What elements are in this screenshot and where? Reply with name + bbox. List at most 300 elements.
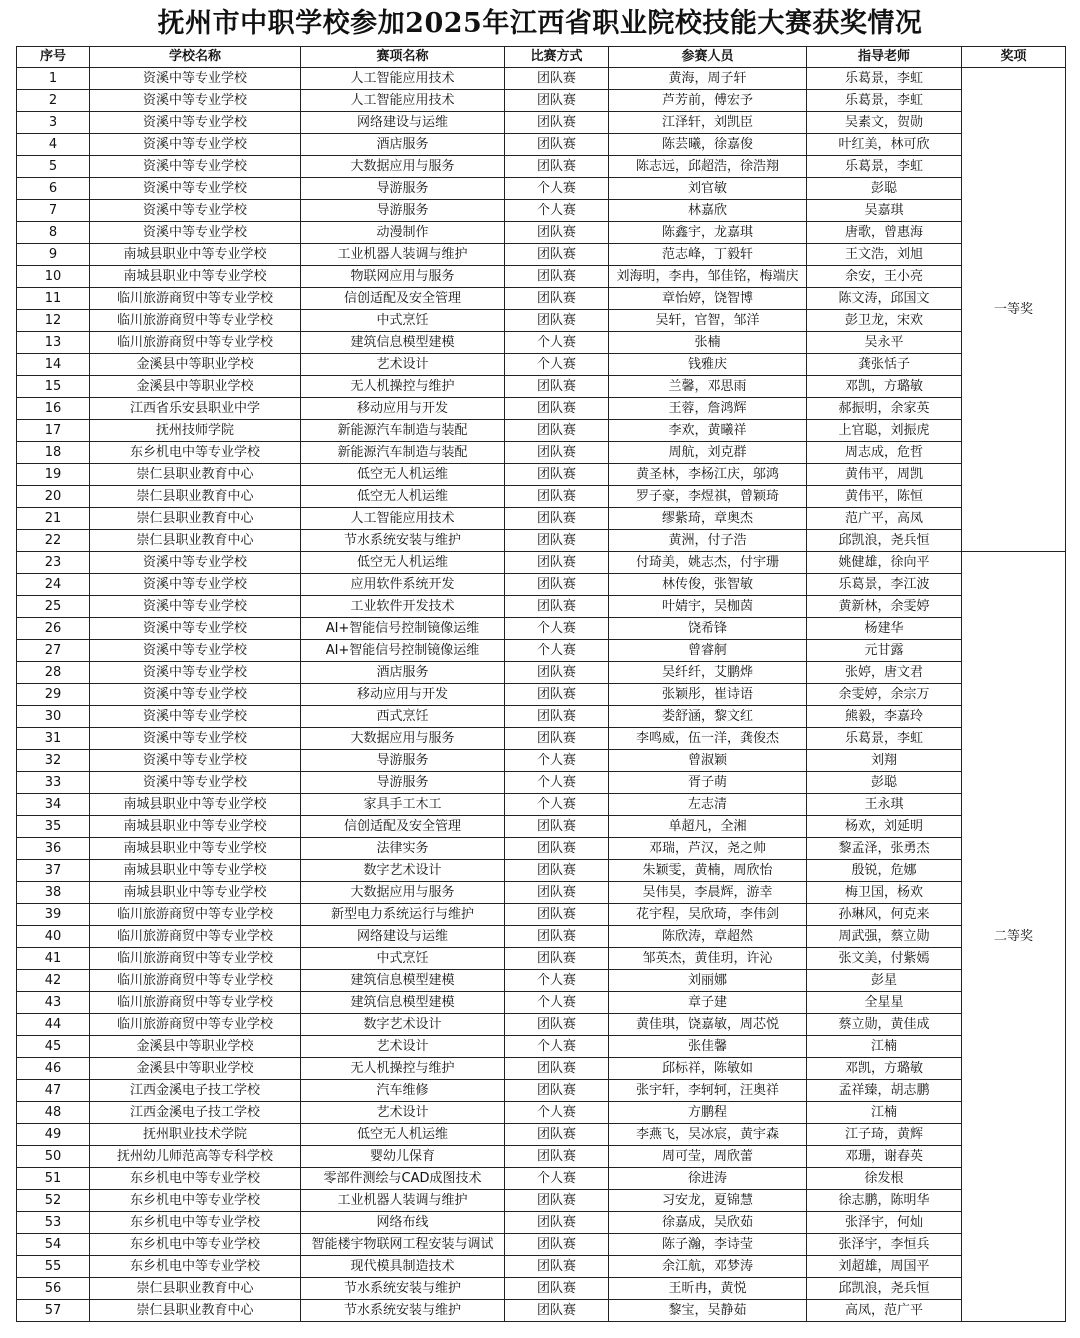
cell-format: 团队赛 xyxy=(505,376,609,398)
cell-advisors: 彭聪 xyxy=(807,772,962,794)
cell-participants: 吴伟昊，李晨辉，游幸 xyxy=(609,882,807,904)
cell-format: 个人赛 xyxy=(505,794,609,816)
cell-participants: 单超凡，全湘 xyxy=(609,816,807,838)
cell-school: 南城县职业中等专业学校 xyxy=(90,860,301,882)
cell-event: 法律实务 xyxy=(301,838,505,860)
table-row xyxy=(17,222,1066,244)
cell-format: 团队赛 xyxy=(505,684,609,706)
cell-no: 10 xyxy=(17,266,90,288)
cell-no: 37 xyxy=(17,860,90,882)
table-header-row xyxy=(17,47,1066,68)
cell-format: 个人赛 xyxy=(505,970,609,992)
cell-advisors: 梅卫国，杨欢 xyxy=(807,882,962,904)
header-event: 赛项名称 xyxy=(301,47,505,68)
cell-format: 团队赛 xyxy=(505,244,609,266)
cell-participants: 缪紫琦，章奥杰 xyxy=(609,508,807,530)
cell-event: 移动应用与开发 xyxy=(301,398,505,420)
cell-school: 崇仁县职业教育中心 xyxy=(90,1278,301,1300)
cell-format: 团队赛 xyxy=(505,1146,609,1168)
cell-no: 48 xyxy=(17,1102,90,1124)
header-format: 比赛方式 xyxy=(505,47,609,68)
cell-event: 低空无人机运维 xyxy=(301,552,505,574)
cell-no: 29 xyxy=(17,684,90,706)
cell-school: 临川旅游商贸中等专业学校 xyxy=(90,970,301,992)
cell-participants: 李燕飞，吴冰宸，黄宇森 xyxy=(609,1124,807,1146)
cell-no: 4 xyxy=(17,134,90,156)
cell-participants: 陈志远，邱超浩，徐浩翔 xyxy=(609,156,807,178)
cell-school: 资溪中等专业学校 xyxy=(90,772,301,794)
cell-school: 资溪中等专业学校 xyxy=(90,156,301,178)
cell-school: 资溪中等专业学校 xyxy=(90,112,301,134)
cell-advisors: 刘超雄，周国平 xyxy=(807,1256,962,1278)
cell-participants: 林传俊，张智敏 xyxy=(609,574,807,596)
cell-format: 团队赛 xyxy=(505,134,609,156)
cell-format: 个人赛 xyxy=(505,1168,609,1190)
cell-advisors: 陈文涛，邱国文 xyxy=(807,288,962,310)
cell-participants: 章怡婷，饶智博 xyxy=(609,288,807,310)
cell-school: 东乡机电中等专业学校 xyxy=(90,1234,301,1256)
table-row xyxy=(17,794,1066,816)
cell-participants: 邱标祥，陈敏如 xyxy=(609,1058,807,1080)
cell-school: 抚州职业技术学院 xyxy=(90,1124,301,1146)
cell-event: 中式烹饪 xyxy=(301,948,505,970)
cell-school: 资溪中等专业学校 xyxy=(90,596,301,618)
cell-school: 临川旅游商贸中等专业学校 xyxy=(90,1014,301,1036)
cell-school: 南城县职业中等专业学校 xyxy=(90,838,301,860)
cell-school: 东乡机电中等专业学校 xyxy=(90,1190,301,1212)
cell-advisors: 张婷，唐文君 xyxy=(807,662,962,684)
cell-no: 18 xyxy=(17,442,90,464)
cell-no: 16 xyxy=(17,398,90,420)
cell-school: 资溪中等专业学校 xyxy=(90,222,301,244)
cell-school: 南城县职业中等专业学校 xyxy=(90,244,301,266)
cell-format: 个人赛 xyxy=(505,332,609,354)
cell-no: 13 xyxy=(17,332,90,354)
cell-event: 艺术设计 xyxy=(301,1036,505,1058)
cell-format: 个人赛 xyxy=(505,1102,609,1124)
cell-school: 东乡机电中等专业学校 xyxy=(90,1256,301,1278)
cell-participants: 曾淑颖 xyxy=(609,750,807,772)
cell-no: 54 xyxy=(17,1234,90,1256)
cell-participants: 兰馨，邓思雨 xyxy=(609,376,807,398)
cell-no: 56 xyxy=(17,1278,90,1300)
cell-participants: 娄舒涵，黎文红 xyxy=(609,706,807,728)
cell-no: 19 xyxy=(17,464,90,486)
cell-event: 新能源汽车制造与装配 xyxy=(301,442,505,464)
cell-event: 网络建设与运维 xyxy=(301,112,505,134)
table-row xyxy=(17,266,1066,288)
cell-participants: 张颖彤，崔诗语 xyxy=(609,684,807,706)
cell-format: 团队赛 xyxy=(505,112,609,134)
cell-advisors: 彭卫龙，宋欢 xyxy=(807,310,962,332)
cell-event: 家具手工木工 xyxy=(301,794,505,816)
cell-event: 建筑信息模型建模 xyxy=(301,992,505,1014)
cell-school: 江西省乐安县职业中学 xyxy=(90,398,301,420)
cell-no: 28 xyxy=(17,662,90,684)
cell-school: 临川旅游商贸中等专业学校 xyxy=(90,332,301,354)
cell-participants: 吴轩，官智，邹洋 xyxy=(609,310,807,332)
cell-advisors: 黄伟平，陈恒 xyxy=(807,486,962,508)
cell-event: AI+智能信号控制镜像运维 xyxy=(301,618,505,640)
cell-school: 南城县职业中等专业学校 xyxy=(90,794,301,816)
cell-school: 金溪县中等职业学校 xyxy=(90,1036,301,1058)
table-row xyxy=(17,596,1066,618)
cell-no: 17 xyxy=(17,420,90,442)
cell-no: 44 xyxy=(17,1014,90,1036)
cell-event: 中式烹饪 xyxy=(301,310,505,332)
table-row xyxy=(17,68,1066,90)
cell-advisors: 邓凯，方璐敏 xyxy=(807,376,962,398)
cell-advisors: 乐葛景，李江波 xyxy=(807,574,962,596)
table-row xyxy=(17,1146,1066,1168)
cell-format: 团队赛 xyxy=(505,948,609,970)
cell-format: 团队赛 xyxy=(505,1124,609,1146)
cell-school: 江西金溪电子技工学校 xyxy=(90,1080,301,1102)
table-row xyxy=(17,112,1066,134)
cell-advisors: 邓凯，方璐敏 xyxy=(807,1058,962,1080)
cell-advisors: 高凤，范广平 xyxy=(807,1300,962,1322)
cell-format: 团队赛 xyxy=(505,882,609,904)
cell-no: 8 xyxy=(17,222,90,244)
cell-school: 资溪中等专业学校 xyxy=(90,640,301,662)
cell-participants: 黄海，周子轩 xyxy=(609,68,807,90)
cell-no: 45 xyxy=(17,1036,90,1058)
cell-school: 南城县职业中等专业学校 xyxy=(90,266,301,288)
cell-advisors: 吴嘉琪 xyxy=(807,200,962,222)
cell-no: 23 xyxy=(17,552,90,574)
cell-format: 团队赛 xyxy=(505,442,609,464)
table-row xyxy=(17,728,1066,750)
cell-school: 崇仁县职业教育中心 xyxy=(90,486,301,508)
cell-event: 人工智能应用技术 xyxy=(301,508,505,530)
cell-participants: 范志峰，丁毅轩 xyxy=(609,244,807,266)
cell-participants: 张宇轩，李轲轲，汪奥祥 xyxy=(609,1080,807,1102)
cell-no: 47 xyxy=(17,1080,90,1102)
cell-format: 个人赛 xyxy=(505,1036,609,1058)
cell-advisors: 周武强，蔡立勋 xyxy=(807,926,962,948)
cell-school: 临川旅游商贸中等专业学校 xyxy=(90,992,301,1014)
header-no: 序号 xyxy=(17,47,90,68)
cell-advisors: 江楠 xyxy=(807,1036,962,1058)
cell-no: 53 xyxy=(17,1212,90,1234)
cell-advisors: 张文美，付紫嫣 xyxy=(807,948,962,970)
table-row xyxy=(17,1300,1066,1322)
cell-participants: 陈鑫宇，龙嘉琪 xyxy=(609,222,807,244)
cell-participants: 饶希锋 xyxy=(609,618,807,640)
cell-format: 团队赛 xyxy=(505,926,609,948)
cell-participants: 余江航，邓梦涛 xyxy=(609,1256,807,1278)
cell-participants: 叶婧宇，吴枷茵 xyxy=(609,596,807,618)
cell-participants: 章子建 xyxy=(609,992,807,1014)
table-row xyxy=(17,574,1066,596)
cell-no: 3 xyxy=(17,112,90,134)
cell-participants: 张楠 xyxy=(609,332,807,354)
table-row xyxy=(17,310,1066,332)
cell-school: 资溪中等专业学校 xyxy=(90,618,301,640)
cell-event: 艺术设计 xyxy=(301,1102,505,1124)
cell-event: 节水系统安装与维护 xyxy=(301,1300,505,1322)
cell-no: 15 xyxy=(17,376,90,398)
cell-advisors: 彭聪 xyxy=(807,178,962,200)
table-row xyxy=(17,926,1066,948)
table-row xyxy=(17,1234,1066,1256)
table-row xyxy=(17,1102,1066,1124)
cell-no: 11 xyxy=(17,288,90,310)
cell-participants: 芦芳前，傅宏予 xyxy=(609,90,807,112)
awards-table xyxy=(16,46,1066,1322)
cell-event: 工业机器人装调与维护 xyxy=(301,1190,505,1212)
table-row xyxy=(17,178,1066,200)
cell-event: 数字艺术设计 xyxy=(301,1014,505,1036)
table-row xyxy=(17,90,1066,112)
cell-no: 1 xyxy=(17,68,90,90)
cell-event: 导游服务 xyxy=(301,200,505,222)
cell-school: 抚州技师学院 xyxy=(90,420,301,442)
cell-event: 工业机器人装调与维护 xyxy=(301,244,505,266)
cell-event: 新能源汽车制造与装配 xyxy=(301,420,505,442)
cell-school: 资溪中等专业学校 xyxy=(90,728,301,750)
cell-participants: 吴纤纤，艾鹏烨 xyxy=(609,662,807,684)
cell-format: 团队赛 xyxy=(505,706,609,728)
cell-participants: 邓瑞，芦汉，尧之帅 xyxy=(609,838,807,860)
table-row xyxy=(17,398,1066,420)
cell-advisors: 孟祥臻，胡志鹏 xyxy=(807,1080,962,1102)
cell-advisors: 熊毅，李嘉玲 xyxy=(807,706,962,728)
cell-advisors: 杨建华 xyxy=(807,618,962,640)
table-row xyxy=(17,838,1066,860)
table-row xyxy=(17,1080,1066,1102)
cell-format: 团队赛 xyxy=(505,1014,609,1036)
cell-advisors: 徐志鹏，陈明华 xyxy=(807,1190,962,1212)
table-row xyxy=(17,882,1066,904)
cell-format: 团队赛 xyxy=(505,222,609,244)
cell-format: 团队赛 xyxy=(505,420,609,442)
cell-school: 南城县职业中等专业学校 xyxy=(90,882,301,904)
header-school: 学校名称 xyxy=(90,47,301,68)
award-cell: 一等奖 xyxy=(962,68,1066,552)
cell-event: 信创适配及安全管理 xyxy=(301,288,505,310)
table-row xyxy=(17,376,1066,398)
cell-participants: 李欢，黄曦祥 xyxy=(609,420,807,442)
table-row xyxy=(17,244,1066,266)
cell-advisors: 余雯婷，余宗万 xyxy=(807,684,962,706)
cell-advisors: 王永琪 xyxy=(807,794,962,816)
cell-event: 酒店服务 xyxy=(301,662,505,684)
cell-format: 团队赛 xyxy=(505,1212,609,1234)
cell-advisors: 刘翔 xyxy=(807,750,962,772)
cell-participants: 王蓉，詹鸿辉 xyxy=(609,398,807,420)
cell-advisors: 范广平，高凤 xyxy=(807,508,962,530)
cell-event: 建筑信息模型建模 xyxy=(301,332,505,354)
cell-participants: 李鸣威，伍一洋，龚俊杰 xyxy=(609,728,807,750)
cell-no: 30 xyxy=(17,706,90,728)
cell-event: 低空无人机运维 xyxy=(301,486,505,508)
cell-format: 团队赛 xyxy=(505,508,609,530)
cell-event: 大数据应用与服务 xyxy=(301,728,505,750)
cell-event: 西式烹饪 xyxy=(301,706,505,728)
cell-no: 39 xyxy=(17,904,90,926)
table-row xyxy=(17,552,1066,574)
cell-event: 艺术设计 xyxy=(301,354,505,376)
table-row xyxy=(17,816,1066,838)
cell-event: 数字艺术设计 xyxy=(301,860,505,882)
cell-format: 团队赛 xyxy=(505,464,609,486)
cell-school: 抚州幼儿师范高等专科学校 xyxy=(90,1146,301,1168)
cell-advisors: 彭星 xyxy=(807,970,962,992)
cell-participants: 左志清 xyxy=(609,794,807,816)
cell-school: 资溪中等专业学校 xyxy=(90,68,301,90)
table-row xyxy=(17,860,1066,882)
cell-format: 个人赛 xyxy=(505,178,609,200)
table-row xyxy=(17,904,1066,926)
cell-advisors: 姚健雄，徐向平 xyxy=(807,552,962,574)
cell-event: 导游服务 xyxy=(301,178,505,200)
cell-format: 团队赛 xyxy=(505,68,609,90)
cell-no: 14 xyxy=(17,354,90,376)
cell-school: 资溪中等专业学校 xyxy=(90,574,301,596)
cell-event: 导游服务 xyxy=(301,772,505,794)
cell-format: 个人赛 xyxy=(505,750,609,772)
cell-school: 资溪中等专业学校 xyxy=(90,178,301,200)
cell-advisors: 孙琳风，何克来 xyxy=(807,904,962,926)
cell-advisors: 张泽宇，何灿 xyxy=(807,1212,962,1234)
cell-school: 资溪中等专业学校 xyxy=(90,684,301,706)
table-row xyxy=(17,684,1066,706)
table-body xyxy=(17,68,1066,1322)
cell-advisors: 元甘露 xyxy=(807,640,962,662)
cell-event: 汽车维修 xyxy=(301,1080,505,1102)
cell-advisors: 余安，王小亮 xyxy=(807,266,962,288)
cell-no: 38 xyxy=(17,882,90,904)
cell-school: 东乡机电中等专业学校 xyxy=(90,1168,301,1190)
cell-advisors: 上官聪，刘振虎 xyxy=(807,420,962,442)
cell-format: 团队赛 xyxy=(505,728,609,750)
cell-no: 33 xyxy=(17,772,90,794)
cell-format: 团队赛 xyxy=(505,1080,609,1102)
cell-no: 55 xyxy=(17,1256,90,1278)
cell-advisors: 黄伟平，周凯 xyxy=(807,464,962,486)
cell-event: 应用软件系统开发 xyxy=(301,574,505,596)
cell-participants: 刘海明，李冉，邹佳铭，梅端庆 xyxy=(609,266,807,288)
cell-advisors: 江子琦，黄辉 xyxy=(807,1124,962,1146)
cell-event: 无人机操控与维护 xyxy=(301,1058,505,1080)
cell-format: 团队赛 xyxy=(505,486,609,508)
table-row xyxy=(17,442,1066,464)
cell-no: 43 xyxy=(17,992,90,1014)
table-row xyxy=(17,640,1066,662)
cell-no: 34 xyxy=(17,794,90,816)
table-row xyxy=(17,508,1066,530)
table-row xyxy=(17,1190,1066,1212)
cell-participants: 朱颖雯，黄楠，周欣怡 xyxy=(609,860,807,882)
cell-no: 2 xyxy=(17,90,90,112)
cell-participants: 付琦美，姚志杰，付宇珊 xyxy=(609,552,807,574)
cell-participants: 胥子萌 xyxy=(609,772,807,794)
table-row xyxy=(17,992,1066,1014)
cell-no: 25 xyxy=(17,596,90,618)
cell-no: 41 xyxy=(17,948,90,970)
cell-no: 5 xyxy=(17,156,90,178)
cell-school: 资溪中等专业学校 xyxy=(90,200,301,222)
cell-event: 低空无人机运维 xyxy=(301,464,505,486)
cell-format: 团队赛 xyxy=(505,904,609,926)
cell-school: 临川旅游商贸中等专业学校 xyxy=(90,904,301,926)
cell-no: 24 xyxy=(17,574,90,596)
cell-format: 团队赛 xyxy=(505,1234,609,1256)
cell-advisors: 吴永平 xyxy=(807,332,962,354)
cell-school: 金溪县中等职业学校 xyxy=(90,376,301,398)
cell-event: 网络布线 xyxy=(301,1212,505,1234)
cell-school: 南城县职业中等专业学校 xyxy=(90,816,301,838)
cell-advisors: 乐葛景，李虹 xyxy=(807,68,962,90)
cell-event: 导游服务 xyxy=(301,750,505,772)
table-row xyxy=(17,200,1066,222)
cell-format: 团队赛 xyxy=(505,530,609,552)
cell-no: 31 xyxy=(17,728,90,750)
cell-no: 32 xyxy=(17,750,90,772)
cell-no: 35 xyxy=(17,816,90,838)
cell-no: 46 xyxy=(17,1058,90,1080)
cell-format: 个人赛 xyxy=(505,640,609,662)
cell-event: 工业软件开发技术 xyxy=(301,596,505,618)
cell-school: 金溪县中等职业学校 xyxy=(90,1058,301,1080)
table-row xyxy=(17,706,1066,728)
cell-participants: 徐进涛 xyxy=(609,1168,807,1190)
cell-format: 团队赛 xyxy=(505,662,609,684)
cell-event: AI+智能信号控制镜像运维 xyxy=(301,640,505,662)
cell-advisors: 邓珊，谢春英 xyxy=(807,1146,962,1168)
table-row xyxy=(17,1058,1066,1080)
cell-format: 团队赛 xyxy=(505,1256,609,1278)
table-row xyxy=(17,1278,1066,1300)
cell-format: 团队赛 xyxy=(505,596,609,618)
cell-school: 资溪中等专业学校 xyxy=(90,750,301,772)
cell-format: 团队赛 xyxy=(505,1058,609,1080)
cell-format: 团队赛 xyxy=(505,310,609,332)
cell-advisors: 郝振明，余家英 xyxy=(807,398,962,420)
header-award: 奖项 xyxy=(962,47,1066,68)
cell-school: 临川旅游商贸中等专业学校 xyxy=(90,926,301,948)
cell-event: 人工智能应用技术 xyxy=(301,90,505,112)
cell-event: 大数据应用与服务 xyxy=(301,882,505,904)
cell-participants: 罗子豪，李煜祺，曾颖琦 xyxy=(609,486,807,508)
cell-format: 个人赛 xyxy=(505,618,609,640)
award-cell: 二等奖 xyxy=(962,552,1066,1322)
table-row xyxy=(17,530,1066,552)
cell-school: 东乡机电中等专业学校 xyxy=(90,442,301,464)
cell-advisors: 叶红美，林可欣 xyxy=(807,134,962,156)
cell-no: 20 xyxy=(17,486,90,508)
cell-participants: 张佳馨 xyxy=(609,1036,807,1058)
cell-participants: 刘官敏 xyxy=(609,178,807,200)
cell-participants: 方鹏程 xyxy=(609,1102,807,1124)
cell-school: 临川旅游商贸中等专业学校 xyxy=(90,948,301,970)
cell-event: 智能楼宇物联网工程安装与调试 xyxy=(301,1234,505,1256)
cell-participants: 周航，刘克群 xyxy=(609,442,807,464)
table-row xyxy=(17,420,1066,442)
cell-participants: 钱雅庆 xyxy=(609,354,807,376)
cell-event: 节水系统安装与维护 xyxy=(301,530,505,552)
cell-no: 50 xyxy=(17,1146,90,1168)
cell-participants: 黄佳琪，饶嘉敏，周芯悦 xyxy=(609,1014,807,1036)
cell-event: 大数据应用与服务 xyxy=(301,156,505,178)
cell-event: 信创适配及安全管理 xyxy=(301,816,505,838)
cell-no: 26 xyxy=(17,618,90,640)
cell-school: 资溪中等专业学校 xyxy=(90,134,301,156)
header-participants: 参赛人员 xyxy=(609,47,807,68)
cell-format: 团队赛 xyxy=(505,838,609,860)
cell-event: 建筑信息模型建模 xyxy=(301,970,505,992)
